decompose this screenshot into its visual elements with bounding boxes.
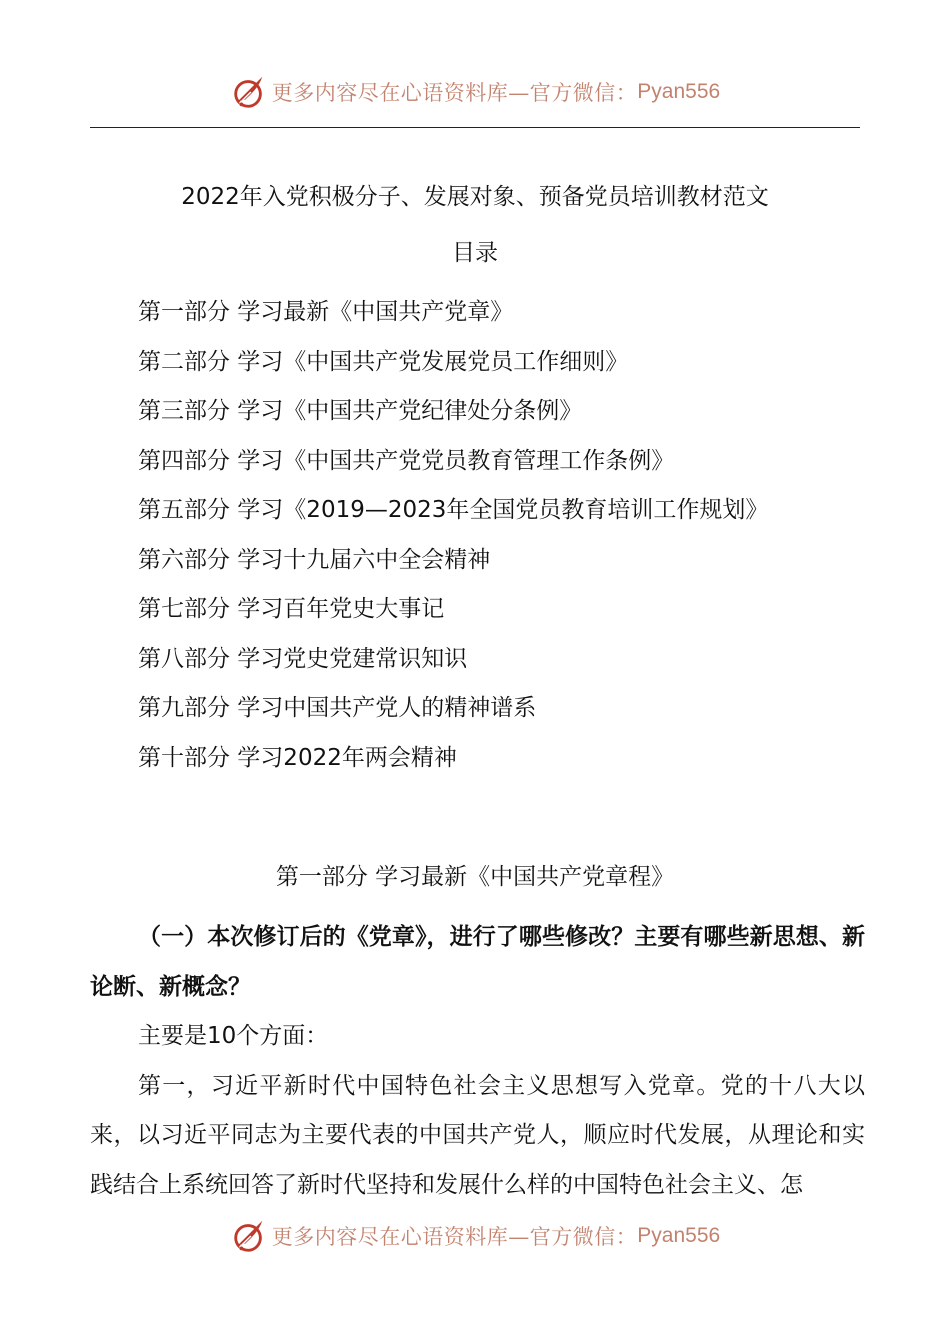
toc-heading: 目录 [452, 240, 498, 266]
toc-item: 第十部分 学习2022年两会精神 [138, 744, 457, 771]
body-paragraph: 第一，习近平新时代中国特色社会主义思想写入党章。党的十八大以来，以习近平同志为主要代表的中国共产党人，顺应时代发展，从理论和实践结合上系统回答了新时代坚持和发展什么样的中国特色社会主义、怎 [90, 1072, 865, 1198]
toc-item: 第四部分 学习《中国共产党党员教育管理工作条例》 [138, 447, 675, 474]
section-title: 第一部分 学习最新《中国共产党章程》 [275, 864, 675, 890]
footer-wechat-handle: Pyan556 [637, 1224, 721, 1247]
table-of-contents [138, 294, 858, 789]
body-text [90, 913, 865, 1210]
toc-item: 第二部分 学习《中国共产党发展党员工作细则》 [138, 348, 629, 375]
question-heading: （一）本次修订后的《党章》，进行了哪些修改？主要有哪些新思想、新论断、新概念？ [90, 924, 865, 1000]
toc-item: 第八部分 学习党史党建常识知识 [138, 645, 468, 672]
header-promo-text: 更多内容尽在心语资料库—官方微信： [271, 81, 638, 105]
header-wechat-handle: Pyan556 [637, 80, 721, 103]
toc-item: 第一部分 学习最新《中国共产党章》 [138, 299, 514, 325]
quill-logo-icon [230, 1217, 268, 1255]
toc-item: 第七部分 学习百年党史大事记 [138, 596, 445, 622]
toc-item: 第五部分 学习《2019—2023年全国党员教育培训工作规划》 [138, 497, 769, 523]
footer-banner [0, 1214, 950, 1258]
document-title: 2022年入党积极分子、发展对象、预备党员培训教材范文 [181, 184, 769, 210]
header-banner [0, 70, 950, 114]
toc-item: 第九部分 学习中国共产党人的精神谱系 [138, 695, 537, 721]
intro-paragraph: 主要是10个方面： [138, 1023, 329, 1049]
quill-logo-icon [230, 73, 268, 111]
toc-item: 第三部分 学习《中国共产党纪律处分条例》 [138, 398, 583, 424]
footer-promo-text: 更多内容尽在心语资料库—官方微信： [271, 1225, 638, 1249]
toc-item: 第六部分 学习十九届六中全会精神 [138, 546, 491, 573]
header-divider [90, 127, 860, 128]
